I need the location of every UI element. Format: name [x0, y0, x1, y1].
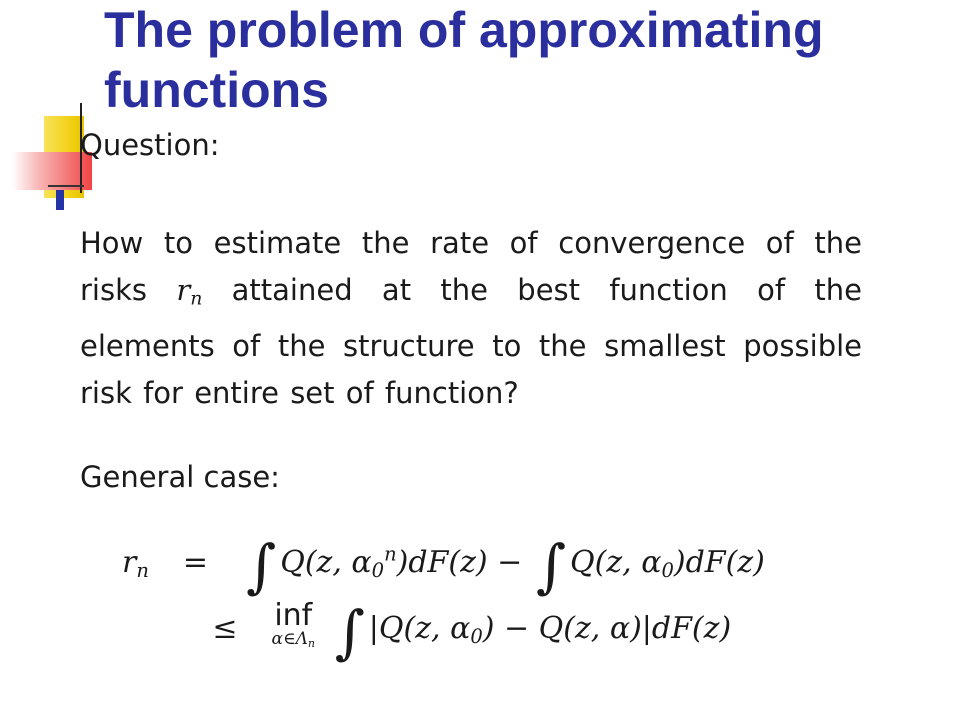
blue-accent-square — [56, 190, 64, 210]
slide-title: The problem of approximating functions — [104, 2, 824, 118]
eq1-term1-sup: n — [384, 542, 397, 566]
equation-line-2 — [188, 598, 731, 666]
eq1-term2-b: )dF(z) — [673, 545, 765, 580]
eq1-term2-sub: 0 — [661, 558, 674, 582]
eq2-term-b: ) − Q(z, α)|dF(z) — [482, 611, 732, 646]
risk-symbol-subscript: n — [190, 288, 203, 310]
eq1-lhs — [122, 545, 149, 580]
infimum-subscript — [272, 629, 315, 650]
eq1-term1-a: Q(z, α — [280, 545, 372, 580]
general-case-heading: General case: — [80, 460, 280, 494]
question-text-part2: attained at the best function of the elements of the structure to the smallest possible risk for entire set of function? — [80, 273, 862, 410]
eq1-term2-a: Q(z, α — [570, 545, 662, 580]
infimum-set: α∈Λ — [271, 629, 308, 649]
infimum-label: inf — [274, 598, 313, 633]
eq2-term — [369, 611, 731, 646]
equation-line-1 — [122, 532, 765, 600]
integral-sign: ∫ — [535, 532, 567, 600]
infimum-set-sub: n — [307, 636, 316, 650]
integral-sign: ∫ — [246, 532, 277, 600]
eq1-equals: = — [182, 545, 209, 580]
question-text — [80, 220, 862, 417]
eq2-term-sub: 0 — [470, 624, 483, 648]
eq1-lhs-subscript: n — [136, 558, 149, 582]
question-heading: Question: — [80, 128, 220, 162]
eq2-term-a: |Q(z, α — [368, 611, 471, 646]
risk-symbol — [176, 273, 203, 310]
eq1-term2 — [570, 545, 765, 580]
eq1-term1 — [280, 542, 523, 582]
eq1-term1-b: )dF(z) − — [396, 545, 523, 580]
eq1-term1-sub: 0 — [371, 558, 385, 582]
horizontal-accent-line — [48, 185, 84, 187]
integral-sign: ∫ — [334, 598, 365, 666]
risk-symbol-r: r — [176, 273, 191, 307]
question-text-part1: How to estimate the rate of convergence of the risks — [80, 226, 862, 307]
infimum — [272, 598, 315, 650]
eq2-less-equal: ≤ — [212, 611, 238, 646]
eq1-lhs-r: r — [122, 545, 137, 580]
